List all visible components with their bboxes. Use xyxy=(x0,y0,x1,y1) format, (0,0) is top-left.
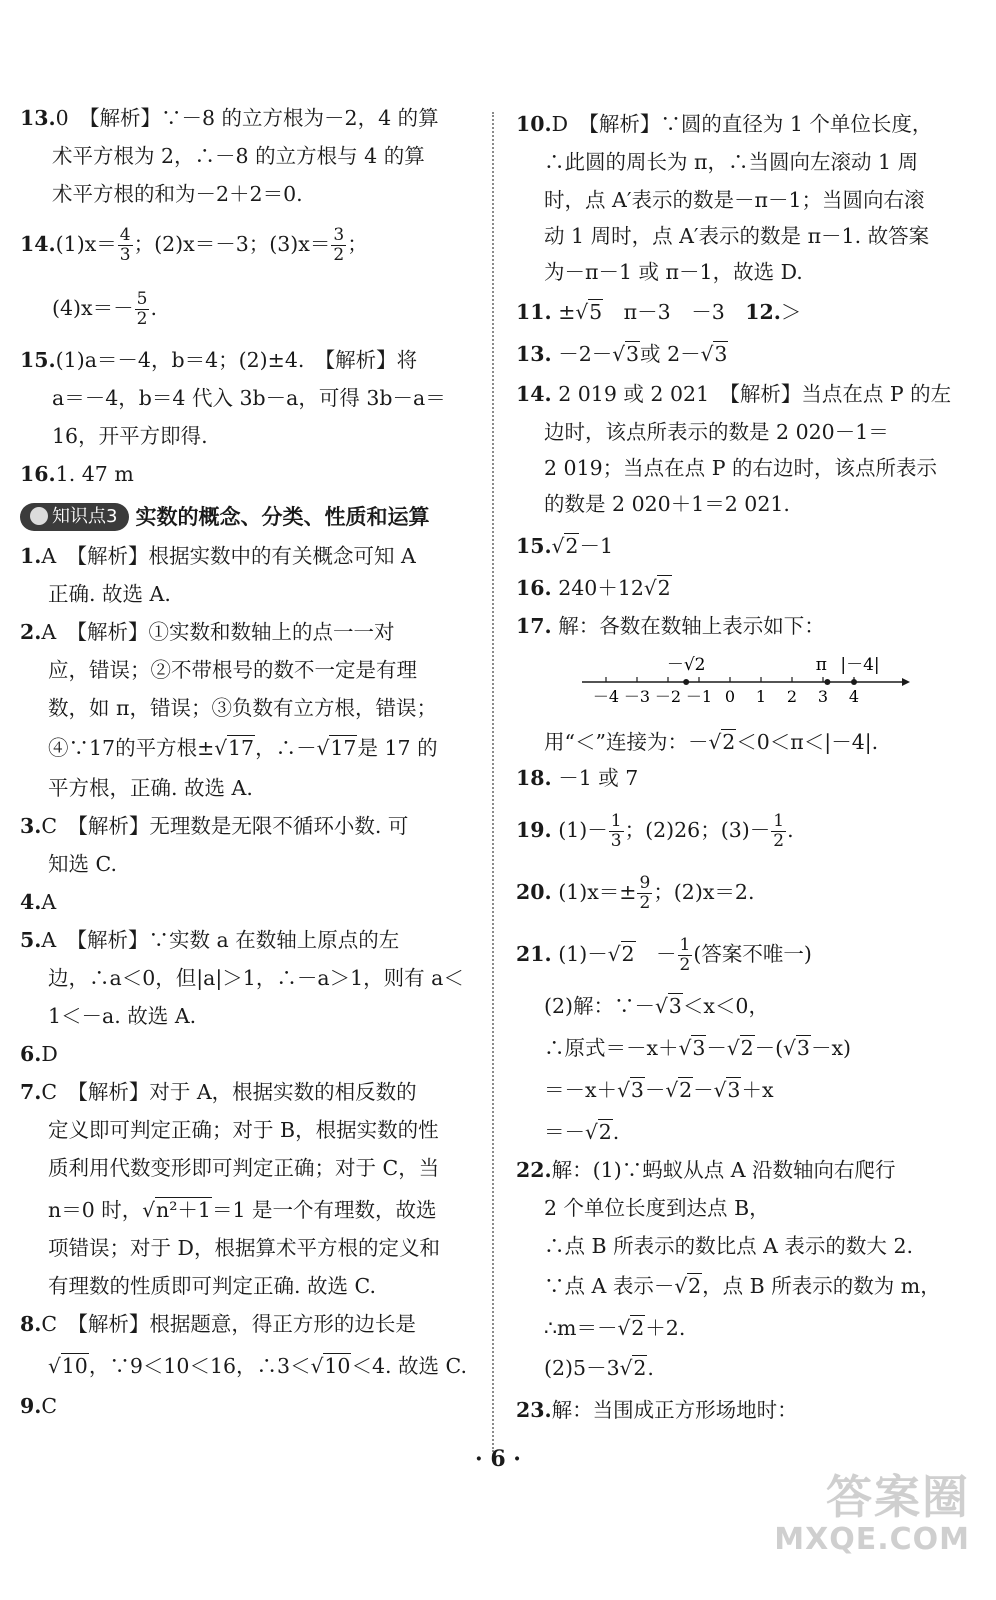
pencil-icon xyxy=(30,507,48,525)
fraction: $\frac{3}{2}$ xyxy=(333,225,345,265)
page-number: · 6 · xyxy=(475,1446,521,1472)
axis-tick-label: －4 xyxy=(592,687,620,706)
answer-10-line1: 10.D 【解析】∵圆的直径为 1 个单位长度， xyxy=(516,112,933,136)
answer-5-line2: 边，∴a＜0，但|a|＞1，∴－a＞1，则有 a＜ xyxy=(48,966,464,990)
answer-16: 16.1. 47 m xyxy=(20,462,134,486)
label-pi: π xyxy=(815,655,827,675)
answer-23: 23.解：当围成正方形场地时： xyxy=(516,1398,798,1422)
answer-8-line2: √10，∵9＜10＜16，∴3＜√10＜4. 故选 C. xyxy=(48,1354,468,1378)
label-abs-neg4: |－4| xyxy=(840,655,880,675)
answer-6: 6.D xyxy=(20,1042,58,1066)
answer-14-line2: (4)x＝－ $\frac{5}{2}$ . xyxy=(52,289,157,329)
answer-2-line4: ④∵17的平方根±√17，∴－√17是 17 的 xyxy=(48,736,438,760)
axis-tick-label: －1 xyxy=(685,687,713,706)
answer-18: 18. －1 或 7 xyxy=(516,766,639,790)
column-divider xyxy=(492,112,494,1452)
answer-21-line3: ∴原式＝－x＋√3－√2－(√3－x) xyxy=(544,1036,852,1060)
answer-3-line2: 知选 C. xyxy=(48,852,117,876)
label-neg-sqrt2: －√2 xyxy=(666,655,706,675)
answer-1-line2: 正确. 故选 A. xyxy=(48,582,171,606)
point-pi xyxy=(824,679,830,685)
axis-tick-label: 3 xyxy=(817,687,829,706)
number-line-diagram xyxy=(576,648,916,710)
answer-2-line5: 平方根，正确. 故选 A. xyxy=(48,776,253,800)
answer-1-line1: 1.A 【解析】根据实数中的有关概念可知 A xyxy=(20,544,416,568)
square-root: √3 xyxy=(655,994,682,1018)
fraction: $\frac{5}{2}$ xyxy=(136,289,148,329)
question-number: 13. xyxy=(20,106,56,130)
answer-7-line3: 质利用代数变形即可判定正确；对于 C，当 xyxy=(48,1156,440,1180)
answer-19: 19. (1)－ $\frac{1}{3}$ ；(2)26；(3)－ $\frac{1}{2}$ . xyxy=(516,811,794,851)
square-root: √2 xyxy=(674,1274,702,1298)
square-root: √2 xyxy=(665,1078,693,1102)
answer-22-line6: (2)5－3√2. xyxy=(544,1356,654,1380)
axis-tick-label: 1 xyxy=(755,687,767,706)
answer-3-line1: 3.C 【解析】无理数是无限不循环小数. 可 xyxy=(20,814,409,838)
answer-7-line5: 项错误；对于 D，根据算术平方根的定义和 xyxy=(48,1236,440,1260)
answer-10-line2: ∴此圆的周长为 π，∴当圆向左滚动 1 周 xyxy=(544,150,919,174)
answer-21-line1: 21. (1)－√2 － $\frac{1}{2}$ (答案不唯一) xyxy=(516,935,812,975)
answer-22-line2: 2 个单位长度到达点 B， xyxy=(544,1196,770,1220)
answer-21-line5: ＝－√2. xyxy=(544,1120,620,1144)
axis-tick-label: 4 xyxy=(848,687,860,706)
answer-20: 20. (1)x＝± $\frac{9}{2}$ ；(2)x＝2. xyxy=(516,873,755,913)
axis-tick-label: 2 xyxy=(786,687,798,706)
answer-4: 4.A xyxy=(20,890,57,914)
answer-14-right-line2: 边时，该点所表示的数是 2 020－1＝ xyxy=(544,420,889,444)
answer-11-12: 11. ±√5 π－3 －3 12.＞ xyxy=(516,300,802,324)
square-root: √3 xyxy=(700,342,728,366)
square-root: √2 xyxy=(617,1316,645,1340)
answer-14-line1: 14.(1)x＝ $\frac{4}{3}$ ；(2)x＝－3；(3)x＝ $\frac{3}{2}$ ； xyxy=(20,225,368,265)
axis-arrow-icon xyxy=(902,678,910,686)
point-neg-sqrt2 xyxy=(683,679,689,685)
answer-2-line3: 数，如 π，错误；③负数有立方根，错误； xyxy=(48,696,437,720)
answer-15-right: 15.√2－1 xyxy=(516,534,614,558)
answer-2-line2: 应，错误；②不带根号的数不一定是有理 xyxy=(48,658,417,682)
answer-10-line3: 时，点 A′表示的数是－π－1；当圆向右滚 xyxy=(544,188,925,212)
square-root: √2 xyxy=(607,942,635,966)
answer-13-line1: 13.0 【解析】∵－8 的立方根为－2，4 的算 xyxy=(20,106,439,130)
answer-10-line4: 动 1 周时，点 A′表示的数是 π－1. 故答案 xyxy=(544,224,930,248)
answer-21-line2: (2)解：∵－√3＜x＜0， xyxy=(544,994,769,1018)
square-root: √2 xyxy=(619,1356,647,1380)
knowledge-point-header xyxy=(20,500,429,530)
square-root: √10 xyxy=(310,1354,351,1378)
fraction: $\frac{4}{3}$ xyxy=(119,225,131,265)
answer-22-line1: 22.解：(1)∵蚂蚁从点 A 沿数轴向右爬行 xyxy=(516,1158,896,1182)
watermark-logo: 答案圈 MXQE.COM xyxy=(774,1470,970,1557)
answer-13-line2: 术平方根为 2，∴－8 的立方根与 4 的算 xyxy=(52,144,425,168)
square-root: √10 xyxy=(48,1354,88,1378)
answer-22-line5: ∴m＝－√2＋2. xyxy=(544,1316,686,1340)
square-root: √3 xyxy=(678,1036,706,1060)
axis-tick-label: －3 xyxy=(623,687,651,706)
answer-22-line3: ∴点 B 所表示的数比点 A 表示的数大 2. xyxy=(544,1234,914,1258)
axis-tick-label: 0 xyxy=(724,687,736,706)
answer-17-line1: 17. 解：各数在数轴上表示如下： xyxy=(516,614,825,638)
fraction: $\frac{1}{3}$ xyxy=(610,811,622,851)
square-root: √5 xyxy=(575,300,603,324)
section-title: 实数的概念、分类、性质和运算 xyxy=(135,504,430,529)
answer-10-line5: 为－π－1 或 π－1，故选 D. xyxy=(544,260,803,284)
answer-15-line3: 16，开平方即得. xyxy=(52,424,208,448)
fraction: $\frac{1}{2}$ xyxy=(773,811,785,851)
answer-8-line1: 8.C 【解析】根据题意，得正方形的边长是 xyxy=(20,1312,416,1336)
square-root: √3 xyxy=(612,342,640,366)
square-root: √3 xyxy=(617,1078,644,1102)
answer-17-line2: 用“＜”连接为：－√2＜0＜π＜|－4|. xyxy=(544,730,879,754)
answer-14-right-line4: 的数是 2 020＋1＝2 021. xyxy=(544,492,790,516)
knowledge-point-badge: 知识点3 xyxy=(20,503,129,531)
square-root: √n²＋1 xyxy=(142,1198,211,1222)
square-root: √3 xyxy=(713,1078,741,1102)
answer-5-line3: 1＜－a. 故选 A. xyxy=(48,1004,197,1028)
axis-tick-label: －2 xyxy=(654,687,682,706)
square-root: √2 xyxy=(643,576,671,600)
square-root: √17 xyxy=(316,736,357,760)
answer-13-line3: 术平方根的和为－2＋2＝0. xyxy=(52,182,303,206)
point-abs-neg4 xyxy=(851,679,857,685)
square-root: √2 xyxy=(551,534,579,558)
answer-22-line4: ∵点 A 表示－√2，点 B 所表示的数为 m， xyxy=(544,1274,941,1298)
square-root: √17 xyxy=(214,736,255,760)
fraction: $\frac{1}{2}$ xyxy=(679,935,691,975)
square-root: √3 xyxy=(783,1036,810,1060)
square-root: √2 xyxy=(585,1120,612,1144)
answer-7-line2: 定义即可判定正确；对于 B，根据实数的性 xyxy=(48,1118,439,1142)
answer-16-right: 16. 240＋12√2 xyxy=(516,576,671,600)
answer-15-line2: a＝－4，b＝4 代入 3b－a，可得 3b－a＝ xyxy=(52,386,446,410)
answer-7-line1: 7.C 【解析】对于 A，根据实数的相反数的 xyxy=(20,1080,417,1104)
answer-5-line1: 5.A 【解析】∵实数 a 在数轴上原点的左 xyxy=(20,928,400,952)
answer-15-line1: 15.(1)a＝－4，b＝4；(2)±4. 【解析】将 xyxy=(20,348,418,372)
answer-9: 9.C xyxy=(20,1394,58,1418)
answer-14-right-line1: 14. 2 019 或 2 021 【解析】当点在点 P 的左 xyxy=(516,382,952,406)
fraction: $\frac{9}{2}$ xyxy=(639,873,651,913)
answer-14-right-line3: 2 019；当点在点 P 的右边时，该点所表示 xyxy=(544,456,938,480)
answer-13-right: 13. －2－√3或 2－√3 xyxy=(516,342,728,366)
answer-21-line4: ＝－x＋√3－√2－√3＋x xyxy=(544,1078,774,1102)
answer-7-line6: 有理数的性质即可判定正确. 故选 C. xyxy=(48,1274,377,1298)
answer-2-line1: 2.A 【解析】①实数和数轴上的点一一对 xyxy=(20,620,395,644)
square-root: √2 xyxy=(726,1036,754,1060)
square-root: √2 xyxy=(708,730,736,754)
answer-7-line4: n＝0 时，√n²＋1＝1 是一个有理数，故选 xyxy=(48,1198,437,1222)
